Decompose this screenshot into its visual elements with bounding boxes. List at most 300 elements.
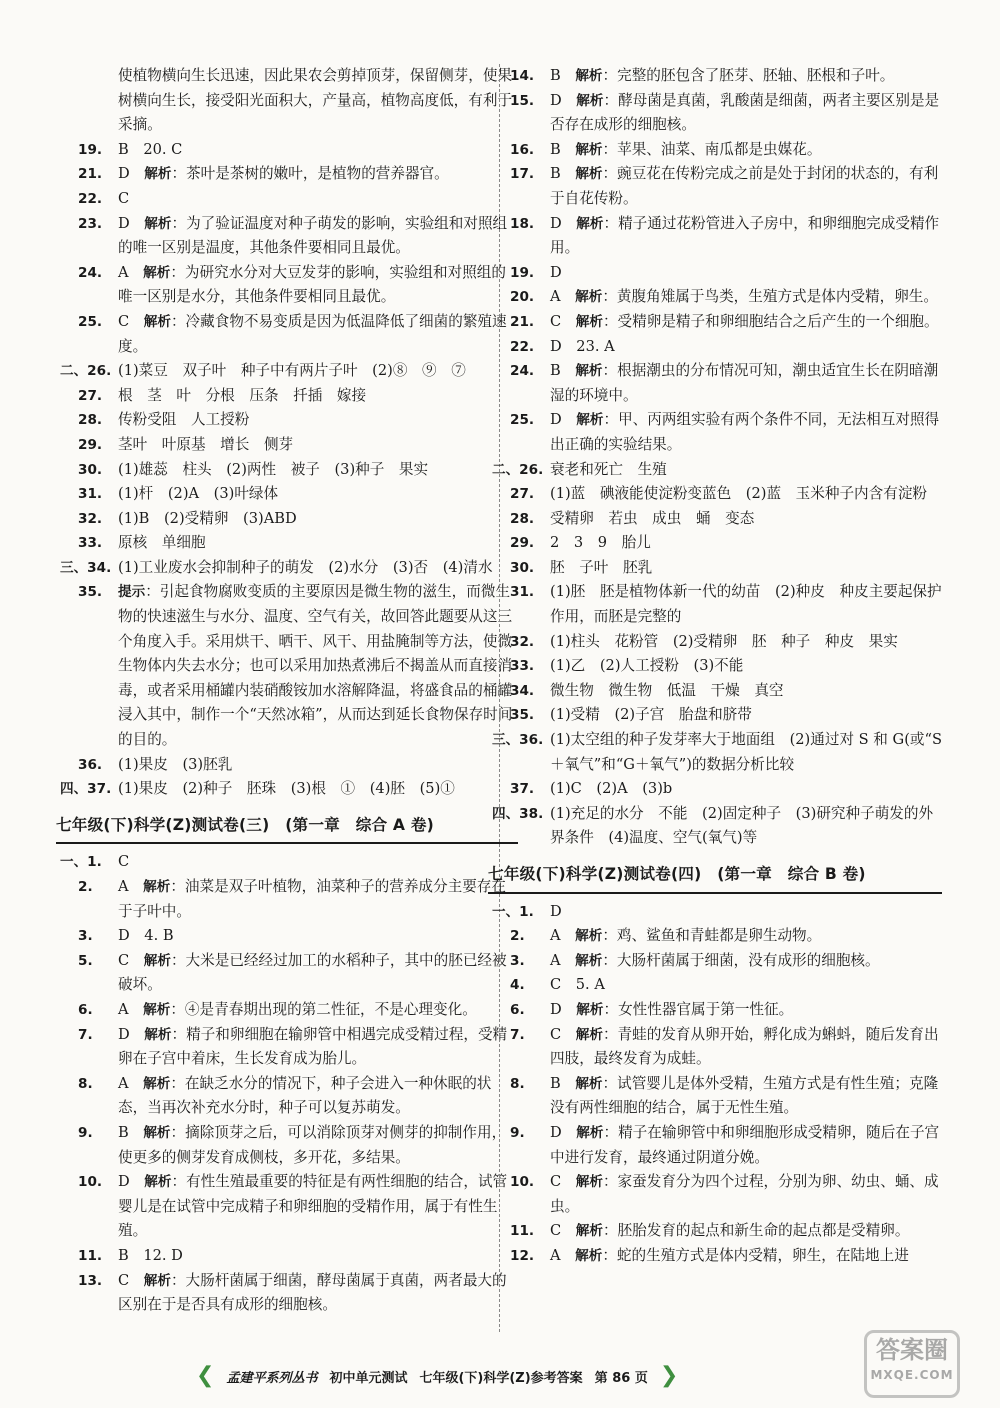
answer-text bbox=[550, 580, 942, 629]
answer-text bbox=[550, 998, 942, 1023]
answer-text bbox=[550, 212, 942, 261]
explanation-label: 解析 bbox=[575, 363, 603, 380]
question-number: 12. bbox=[510, 1247, 535, 1264]
explanation-text: ：酵母菌是真菌，乳酸菌是细菌，两者主要区别是是否存在成形的细胞核。 bbox=[550, 91, 940, 134]
question-number: 3. bbox=[78, 928, 93, 945]
answer-item bbox=[510, 531, 942, 556]
answer-text bbox=[118, 949, 518, 998]
question-number: 25. bbox=[78, 313, 103, 330]
answer-choice: B 20. C bbox=[118, 140, 183, 158]
explanation-text: ：为了验证温度对种子萌发的影响，实验组和对照组的唯一区别是温度，其他条件要相同且最优。 bbox=[118, 214, 508, 257]
explanation-label: 解析 bbox=[144, 1174, 172, 1191]
answer-choice: 2 3 9 胎儿 bbox=[550, 534, 651, 552]
explanation-label: 解析 bbox=[575, 1174, 603, 1191]
question-number: 25. bbox=[510, 412, 535, 429]
explanation-text: ：女性性器官属于第一性征。 bbox=[603, 1000, 794, 1018]
answer-choice: D bbox=[550, 1000, 577, 1018]
answer-text bbox=[118, 1244, 518, 1269]
question-number: 6. bbox=[510, 1001, 525, 1018]
answer-item bbox=[78, 187, 518, 212]
question-number: 一、1. bbox=[60, 854, 102, 871]
answer-choice: D bbox=[118, 1025, 145, 1043]
question-number: 7. bbox=[510, 1026, 525, 1043]
question-number: 30. bbox=[510, 559, 535, 576]
page-footer bbox=[196, 1363, 814, 1389]
question-number: 2. bbox=[510, 928, 525, 945]
answer-item bbox=[60, 850, 518, 875]
explanation-text: ：精子和卵细胞在输卵管中相遇完成受精过程，受精卵在子宫中着床，生长发育成为胎儿。 bbox=[118, 1025, 508, 1068]
answer-choice: D 4. B bbox=[118, 927, 174, 945]
explanation-text: ：鸡、鲨鱼和青蛙都是卵生动物。 bbox=[602, 927, 822, 945]
explanation-text: ：青蛙的发育从卵开始，孵化成为蝌蚪，随后发育出四肢，最终发育为成蛙。 bbox=[550, 1025, 939, 1068]
answer-item bbox=[78, 310, 518, 359]
chevron-right-icon: ❯ bbox=[659, 1363, 679, 1388]
answer-text bbox=[118, 507, 518, 532]
answer-item bbox=[78, 507, 518, 532]
footer-page-number: 第 86 页 bbox=[594, 1370, 648, 1386]
answer-text bbox=[550, 1170, 942, 1219]
question-number: 7. bbox=[78, 1026, 93, 1043]
explanation-label: 解析 bbox=[143, 264, 171, 281]
explanation-text: ：摘除顶芽之后，可以消除顶芽对侧芽的抑制作用，使更多的侧芽发育成侧枝，多开花，多结果。 bbox=[118, 1123, 507, 1166]
question-number: 19. bbox=[78, 141, 103, 158]
explanation-label: 解析 bbox=[576, 92, 604, 109]
explanation-text: ：大米是已经经过加工的水稻种子，其中的胚已经被破坏。 bbox=[118, 951, 507, 994]
answer-choice: C bbox=[550, 312, 576, 330]
question-number: 27. bbox=[78, 387, 103, 404]
answer-item bbox=[510, 1121, 942, 1170]
answer-item bbox=[78, 1269, 518, 1318]
answer-choice: 原核 单细胞 bbox=[118, 534, 206, 552]
answer-choice: B 12. D bbox=[118, 1246, 183, 1264]
question-number: 27. bbox=[510, 486, 535, 503]
explanation-label: 解析 bbox=[575, 952, 603, 969]
answer-choice: D 23. A bbox=[550, 337, 615, 355]
answer-choice: D bbox=[550, 214, 577, 232]
answer-choice: C bbox=[550, 1173, 576, 1191]
answer-text bbox=[118, 408, 518, 433]
question-number: 二、26. bbox=[492, 461, 544, 478]
answer-text bbox=[550, 531, 942, 556]
answer-choice: (1)充足的水分 不能 (2)固定种子 (3)研究种子萌发的外界条件 (4)温度、空气(氧气)等 bbox=[550, 804, 934, 847]
answer-text bbox=[118, 458, 518, 483]
right-column bbox=[488, 64, 942, 1269]
answer-text bbox=[118, 924, 518, 949]
question-number: 28. bbox=[510, 510, 535, 527]
answer-item bbox=[78, 1244, 518, 1269]
explanation-text: ：胚胎发育的起点和新生命的起点都是受精卵。 bbox=[602, 1222, 910, 1240]
answer-item bbox=[492, 900, 942, 925]
question-number: 二、26. bbox=[60, 363, 112, 380]
explanation-text: ：试管婴儿是体外受精，生殖方式是有性生殖；克隆没有两性细胞的结合，属于无性生殖。 bbox=[550, 1074, 939, 1117]
explanation-label: 解析 bbox=[144, 215, 172, 232]
explanation-label: 解析 bbox=[143, 313, 171, 330]
answer-item bbox=[78, 212, 518, 261]
question-number: 35. bbox=[510, 707, 535, 724]
explanation-label: 解析 bbox=[575, 1026, 603, 1043]
explanation-label: 解析 bbox=[575, 1223, 603, 1240]
answer-item bbox=[510, 630, 942, 655]
explanation-text: ：引起食物腐败变质的主要原因是微生物的滋生，而微生物的快速滋生与水分、温度、空气有关，故回答此题要从这三个角度入手。采用烘干、晒干、风干、用盐腌制等方法，使微生物体内失去水分；也可以采用加热煮沸后不揭盖从而直接消毒，或者采用桶罐内装硝酸铵加水溶解降温，将盛食品的桶罐浸入其中，制作一个“天然冰箱”，从而达到延长食物保存时间的目的。 bbox=[118, 583, 513, 749]
answer-item bbox=[78, 949, 518, 998]
answer-text bbox=[118, 998, 518, 1023]
answer-choice: C bbox=[550, 1222, 576, 1240]
answer-choice: (1)工业废水会抑制种子的萌发 (2)水分 (3)否 (4)清水 bbox=[118, 558, 493, 576]
explanation-text: ：甲、丙两组实验有两个条件不同，无法相互对照得出正确的实验结果。 bbox=[550, 411, 940, 453]
explanation-text: ：油菜是双子叶植物，油菜种子的营养成分主要存在于子叶中。 bbox=[118, 878, 506, 920]
question-number: 17. bbox=[510, 166, 535, 183]
answer-text bbox=[118, 64, 518, 138]
answer-choice: 使植物横向生长迅速，因此果农会剪掉顶芽，保留侧芽，使果树横向生长，接受阳光面积大，产量高，植物高度低，有利于采摘。 bbox=[118, 67, 513, 134]
question-number: 22. bbox=[510, 338, 535, 355]
answer-item bbox=[510, 359, 942, 408]
answer-item bbox=[78, 924, 518, 949]
question-number: 8. bbox=[78, 1075, 93, 1092]
answer-text bbox=[118, 777, 518, 802]
answer-item bbox=[78, 1072, 518, 1121]
answer-item bbox=[510, 777, 942, 802]
question-number: 6. bbox=[78, 1001, 93, 1018]
answer-text bbox=[118, 162, 518, 187]
answer-text bbox=[118, 850, 518, 875]
question-number: 四、37. bbox=[60, 781, 112, 798]
question-number: 13. bbox=[78, 1272, 103, 1289]
answer-choice: D bbox=[550, 263, 562, 281]
explanation-text: ：精子通过花粉管进入子房中，和卵细胞完成受精作用。 bbox=[550, 214, 940, 257]
question-number: 30. bbox=[78, 461, 103, 478]
answer-item bbox=[78, 998, 518, 1023]
answer-item bbox=[510, 482, 942, 507]
answer-text bbox=[118, 482, 518, 507]
answer-choice: (1)太空组的种子发芽率大于地面组 (2)通过对 S 和 G(或“S＋氧气”和“G＋氧气”)的数据分析比较 bbox=[550, 731, 942, 773]
answer-item bbox=[78, 1023, 518, 1072]
answer-choice: B bbox=[550, 1074, 576, 1092]
answer-choice: (1)受精 (2)子宫 胎盘和脐带 bbox=[550, 706, 752, 724]
answer-choice: (1)雄蕊 柱头 (2)两性 被子 (3)种子 果实 bbox=[118, 460, 429, 478]
answer-text bbox=[550, 556, 942, 581]
answer-text bbox=[550, 1121, 942, 1170]
explanation-label: 解析 bbox=[576, 412, 604, 429]
explanation-label: 解析 bbox=[143, 879, 171, 895]
question-number: 32. bbox=[78, 510, 103, 527]
question-number: 11. bbox=[510, 1223, 535, 1240]
answer-item bbox=[78, 580, 518, 752]
answer-text bbox=[550, 1072, 942, 1121]
answer-choice: D bbox=[550, 902, 562, 920]
answer-text bbox=[118, 138, 518, 163]
question-number: 31. bbox=[510, 584, 535, 601]
question-number: 24. bbox=[510, 363, 535, 380]
answer-text bbox=[550, 359, 942, 408]
answer-text bbox=[550, 949, 942, 974]
answer-item bbox=[510, 261, 942, 286]
answer-choice: A bbox=[550, 288, 576, 306]
footer-series: 孟建平系列丛书 bbox=[226, 1370, 318, 1386]
explanation-label: 解析 bbox=[144, 166, 172, 183]
answer-item bbox=[510, 703, 942, 728]
explanation-text: ：大肠杆菌属于细菌，酵母菌属于真菌，两者最大的区别在于是否具有成形的细胞核。 bbox=[118, 1271, 507, 1314]
answer-choice: (1)柱头 花粉管 (2)受精卵 胚 种子 种皮 果实 bbox=[550, 632, 898, 650]
answer-item bbox=[78, 138, 518, 163]
question-number: 16. bbox=[510, 141, 535, 158]
explanation-label: 解析 bbox=[575, 928, 603, 945]
question-number: 四、38. bbox=[492, 805, 544, 822]
answer-item bbox=[510, 408, 942, 457]
answer-choice: 胚 子叶 胚乳 bbox=[550, 558, 653, 576]
answer-item bbox=[510, 335, 942, 360]
answer-text bbox=[550, 900, 942, 925]
question-number: 19. bbox=[510, 264, 535, 281]
explanation-text: ：豌豆花在传粉完成之前是处于封闭的状态的，有利于自花传粉。 bbox=[550, 165, 939, 207]
answer-item bbox=[78, 64, 518, 138]
explanation-text: ：茶叶是茶树的嫩叶，是植物的营养器官。 bbox=[171, 165, 449, 183]
question-number: 29. bbox=[510, 535, 535, 552]
answer-text bbox=[550, 654, 942, 679]
answer-item bbox=[78, 531, 518, 556]
answer-item bbox=[510, 580, 942, 629]
answer-choice: A bbox=[118, 263, 144, 281]
question-number: 31. bbox=[78, 486, 103, 503]
answer-item bbox=[492, 458, 942, 483]
answer-item bbox=[78, 753, 518, 778]
answer-choice: (1)果皮 (3)胚乳 bbox=[118, 755, 233, 773]
answer-text bbox=[118, 433, 518, 458]
answer-text bbox=[118, 753, 518, 778]
answer-item bbox=[510, 556, 942, 581]
answer-text bbox=[550, 335, 942, 360]
answer-item bbox=[60, 777, 518, 802]
answer-item bbox=[510, 679, 942, 704]
question-number: 28. bbox=[78, 412, 103, 429]
answer-item bbox=[510, 310, 942, 335]
answer-text bbox=[118, 556, 518, 581]
answer-text bbox=[118, 187, 518, 212]
answer-text bbox=[550, 802, 942, 851]
answer-item bbox=[78, 875, 518, 924]
watermark-main: 答案圈 bbox=[876, 1336, 948, 1364]
question-number: 29. bbox=[78, 436, 103, 453]
answer-item bbox=[78, 261, 518, 310]
test-sheet-title-text: 七年级(下)科学(Z)测试卷(三) (第一章 综合 A 卷) bbox=[56, 815, 434, 834]
answer-choice: 微生物 微生物 低温 干燥 真空 bbox=[550, 681, 784, 699]
answer-choice: A bbox=[550, 951, 576, 969]
question-number: 33. bbox=[510, 658, 535, 675]
explanation-label: 解析 bbox=[143, 1124, 171, 1141]
answer-text bbox=[118, 531, 518, 556]
answer-text bbox=[550, 679, 942, 704]
answer-choice: C bbox=[118, 853, 130, 871]
answer-text bbox=[550, 482, 942, 507]
test-sheet-title bbox=[56, 810, 518, 845]
answer-text bbox=[118, 580, 518, 752]
answer-text bbox=[550, 630, 942, 655]
question-number: 2. bbox=[78, 879, 93, 895]
answer-text bbox=[550, 261, 942, 286]
answer-text bbox=[118, 384, 518, 409]
answer-choice: (1)果皮 (2)种子 胚珠 (3)根 ① (4)胚 (5)① bbox=[118, 780, 455, 798]
answer-choice: (1)B (2)受精卵 (3)ABD bbox=[118, 509, 297, 527]
answer-text bbox=[550, 64, 942, 89]
question-number: 23. bbox=[78, 215, 103, 232]
explanation-label: 解析 bbox=[576, 1124, 604, 1141]
answer-choice: A bbox=[118, 1000, 144, 1018]
answer-item bbox=[510, 998, 942, 1023]
question-number: 三、34. bbox=[60, 559, 112, 576]
answer-choice: 传粉受阻 人工授粉 bbox=[118, 411, 250, 429]
answer-choice: C bbox=[118, 951, 144, 969]
explanation-label: 解析 bbox=[575, 68, 603, 84]
explanation-text: ：受精卵是精子和卵细胞结合之后产生的一个细胞。 bbox=[602, 312, 939, 330]
question-number: 8. bbox=[510, 1075, 525, 1092]
answer-text bbox=[550, 285, 942, 310]
explanation-text: ：有性生殖最重要的特征是有两性细胞的结合，试管婴儿是在试管中完成精子和卵细胞的受精作用，属于有性生殖。 bbox=[118, 1173, 508, 1240]
explanation-label: 解析 bbox=[575, 141, 603, 158]
answer-choice: D bbox=[550, 1123, 577, 1141]
answer-choice: B bbox=[550, 362, 576, 380]
explanation-text: ：④是青春期出现的第二性征，不是心理变化。 bbox=[170, 1000, 477, 1018]
question-number: 5. bbox=[78, 952, 93, 969]
answer-choice: (1)菜豆 双子叶 种子中有两片子叶 (2)⑧ ⑨ ⑦ bbox=[118, 362, 466, 380]
answer-item bbox=[510, 212, 942, 261]
question-number: 32. bbox=[510, 633, 535, 650]
answer-item bbox=[78, 1170, 518, 1244]
explanation-label: 解析 bbox=[575, 1247, 603, 1264]
explanation-label: 解析 bbox=[575, 289, 603, 306]
answer-choice: A bbox=[118, 1074, 144, 1092]
question-number: 21. bbox=[78, 166, 103, 183]
answer-item bbox=[60, 359, 518, 384]
answer-item bbox=[510, 1170, 942, 1219]
answer-choice: D bbox=[118, 214, 145, 232]
answer-item bbox=[492, 802, 942, 851]
answer-item bbox=[510, 949, 942, 974]
answer-choice: D bbox=[550, 91, 577, 109]
answer-choice: B bbox=[550, 165, 576, 183]
chevron-left-icon: ❮ bbox=[196, 1363, 215, 1388]
answer-choice: (1)乙 (2)人工授粉 (3)不能 bbox=[550, 657, 744, 675]
test-sheet-title bbox=[488, 859, 942, 894]
question-number: 9. bbox=[510, 1124, 525, 1141]
column-divider bbox=[499, 64, 500, 1332]
answer-text bbox=[550, 728, 942, 777]
explanation-label: 解析 bbox=[575, 313, 603, 330]
explanation-label: 解析 bbox=[143, 1272, 171, 1289]
answer-item bbox=[492, 728, 942, 777]
question-number: 3. bbox=[510, 952, 525, 969]
answer-item bbox=[78, 458, 518, 483]
answer-text bbox=[118, 212, 518, 261]
answer-text bbox=[550, 507, 942, 532]
answer-choice: C bbox=[118, 312, 144, 330]
explanation-label: 提示 bbox=[118, 584, 146, 601]
explanation-label: 解析 bbox=[576, 215, 604, 232]
explanation-text: ：根据潮虫的分布情况可知，潮虫适宜生长在阴暗潮湿的环境中。 bbox=[550, 362, 939, 404]
explanation-text: ：完整的胚包含了胚芽、胚轴、胚根和子叶。 bbox=[602, 67, 895, 84]
answer-choice: B bbox=[550, 140, 576, 158]
question-number: 36. bbox=[78, 756, 103, 773]
question-number: 33. bbox=[78, 535, 103, 552]
explanation-text: ：黄腹角雉属于鸟类，生殖方式是体内受精，卵生。 bbox=[602, 288, 938, 306]
answer-item bbox=[78, 482, 518, 507]
answer-text bbox=[550, 924, 942, 949]
answer-item bbox=[510, 924, 942, 949]
answer-text bbox=[118, 1170, 518, 1244]
explanation-label: 解析 bbox=[143, 1075, 171, 1092]
answer-choice: D bbox=[118, 1173, 145, 1191]
answer-text bbox=[550, 162, 942, 211]
test-sheet-title-text: 七年级(下)科学(Z)测试卷(四) (第一章 综合 B 卷) bbox=[488, 865, 866, 883]
question-number: 14. bbox=[510, 68, 535, 84]
answer-choice: B bbox=[118, 1123, 144, 1141]
answer-text bbox=[550, 458, 942, 483]
answer-item bbox=[510, 973, 942, 998]
answer-item bbox=[78, 384, 518, 409]
answer-choice: C 5. A bbox=[550, 976, 605, 994]
answer-choice: C bbox=[118, 1271, 144, 1289]
question-number: 4. bbox=[510, 977, 525, 994]
answer-choice: 衰老和死亡 生殖 bbox=[550, 460, 667, 478]
answer-item bbox=[510, 162, 942, 211]
question-number: 一、1. bbox=[492, 903, 534, 920]
answer-item bbox=[510, 89, 942, 138]
footer-subject: 七年级(下)科学(Z)参考答案 bbox=[419, 1370, 583, 1386]
explanation-text: ：冷藏食物不易变质是因为低温降低了细菌的繁殖速度。 bbox=[118, 312, 507, 355]
answer-text bbox=[118, 359, 518, 384]
answer-choice: A bbox=[550, 927, 576, 945]
answer-choice: (1)蓝 碘液能使淀粉变蓝色 (2)蓝 玉米种子内含有淀粉 bbox=[550, 485, 928, 503]
answer-choice: B bbox=[550, 67, 576, 84]
footer-book: 初中单元测试 bbox=[329, 1370, 408, 1386]
answer-item bbox=[78, 162, 518, 187]
answer-choice: D bbox=[118, 165, 145, 183]
answer-choice: (1)胚 胚是植物体新一代的幼苗 (2)种皮 种皮主要起保护作用，而胚是完整的 bbox=[550, 583, 942, 626]
explanation-text: ：苹果、油菜、南瓜都是虫媒花。 bbox=[602, 140, 822, 158]
answer-text bbox=[118, 1023, 518, 1072]
explanation-label: 解析 bbox=[575, 166, 603, 183]
explanation-text: ：蛇的生殖方式是体内受精，卵生，在陆地上进 bbox=[602, 1246, 909, 1264]
question-number: 18. bbox=[510, 215, 535, 232]
answer-item bbox=[510, 64, 942, 89]
answer-choice: 根 茎 叶 分根 压条 扦插 嫁接 bbox=[118, 386, 367, 404]
answer-text bbox=[118, 875, 518, 924]
explanation-text: ：为研究水分对大豆发芽的影响，实验组和对照组的唯一区别是水分，其他条件要相同且最优。 bbox=[118, 263, 506, 306]
explanation-text: ：精子在输卵管中和卵细胞形成受精卵，随后在子宫中进行发育，最终通过阴道分娩。 bbox=[550, 1123, 940, 1166]
explanation-text: ：在缺乏水分的情况下，种子会进入一种休眠的状态，当再次补充水分时，种子可以复苏萌发。 bbox=[118, 1074, 492, 1117]
explanation-text: ：大肠杆菌属于细菌，没有成形的细胞核。 bbox=[602, 951, 880, 969]
answer-text bbox=[550, 138, 942, 163]
answer-text bbox=[550, 89, 942, 138]
answer-item bbox=[60, 556, 518, 581]
answer-text bbox=[550, 777, 942, 802]
question-number: 15. bbox=[510, 92, 535, 109]
explanation-text: ：家蚕发育分为四个过程，分别为卵、幼虫、蛹、成虫。 bbox=[550, 1173, 939, 1215]
answer-text bbox=[550, 408, 942, 457]
question-number: 10. bbox=[510, 1174, 535, 1191]
answer-item bbox=[510, 1219, 942, 1244]
answer-choice: (1)杆 (2)A (3)叶绿体 bbox=[118, 485, 279, 503]
question-number: 34. bbox=[510, 682, 535, 699]
answer-choice: C bbox=[118, 189, 130, 207]
question-number: 22. bbox=[78, 190, 103, 207]
question-number: 三、36. bbox=[492, 732, 544, 749]
explanation-label: 解析 bbox=[143, 952, 171, 969]
answer-item bbox=[510, 138, 942, 163]
answer-choice: 受精卵 若虫 成虫 蛹 变态 bbox=[550, 509, 755, 527]
answer-choice: A bbox=[550, 1246, 576, 1264]
explanation-label: 解析 bbox=[576, 1001, 604, 1018]
answer-text bbox=[118, 261, 518, 310]
question-number: 11. bbox=[78, 1247, 103, 1264]
